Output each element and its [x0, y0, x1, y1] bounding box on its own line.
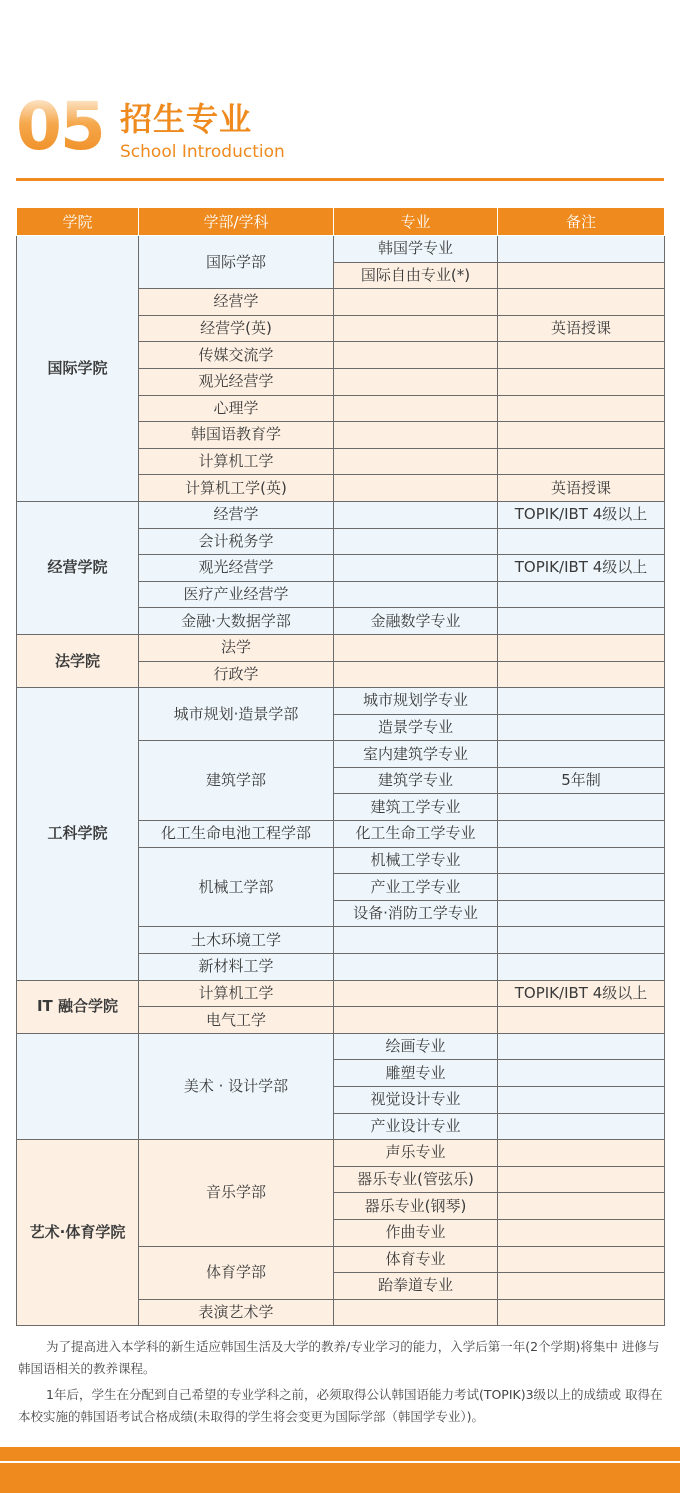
note-cell: [498, 395, 665, 422]
major-cell: 建筑工学专业: [334, 794, 498, 821]
note-cell: [498, 1033, 665, 1060]
dept-cell: 国际学部: [139, 236, 334, 289]
dept-cell: 音乐学部: [139, 1140, 334, 1246]
note-cell: [498, 1299, 665, 1326]
dept-cell: 电气工学: [139, 1007, 334, 1034]
note-cell: 英语授课: [498, 475, 665, 502]
major-cell: 设备·消防工学专业: [334, 900, 498, 927]
college-cell: [17, 1033, 139, 1139]
dept-cell: 体育学部: [139, 1246, 334, 1299]
note-cell: [498, 1246, 665, 1273]
major-cell: 化工生命工学专业: [334, 821, 498, 848]
college-cell: 国际学院: [17, 236, 139, 502]
section-subtitle: School Introduction: [120, 142, 285, 162]
footer-stripe: [0, 1463, 680, 1493]
major-cell: [334, 581, 498, 608]
note-cell: [498, 368, 665, 395]
college-cell: 艺术·体育学院: [17, 1140, 139, 1326]
note-cell: [498, 289, 665, 316]
table-row: [17, 688, 665, 715]
note-cell: [498, 1273, 665, 1300]
dept-cell: 美术 · 设计学部: [139, 1033, 334, 1139]
major-cell: 韩国学专业: [334, 236, 498, 263]
dept-cell: 新材料工学: [139, 954, 334, 981]
header-divider: [16, 178, 664, 181]
dept-cell: 金融·大数据学部: [139, 608, 334, 635]
header-college: 学院: [17, 208, 139, 236]
major-cell: [334, 634, 498, 661]
note-cell: [498, 1193, 665, 1220]
section-header: [16, 84, 656, 180]
major-cell: [334, 954, 498, 981]
note-cell: [498, 634, 665, 661]
note-cell: [498, 874, 665, 901]
major-cell: [334, 368, 498, 395]
major-cell: [334, 475, 498, 502]
major-cell: [334, 1299, 498, 1326]
header-note: 备注: [498, 208, 665, 236]
major-cell: 国际自由专业(*): [334, 262, 498, 289]
major-cell: 机械工学专业: [334, 847, 498, 874]
major-cell: [334, 555, 498, 582]
note-cell: [498, 581, 665, 608]
note-cell: [498, 422, 665, 449]
dept-cell: 计算机工学(英): [139, 475, 334, 502]
dept-cell: 经营学(英): [139, 315, 334, 342]
note-cell: [498, 954, 665, 981]
college-cell: IT 融合学院: [17, 980, 139, 1033]
note-cell: [498, 1219, 665, 1246]
dept-cell: 观光经营学: [139, 555, 334, 582]
dept-cell: 经营学: [139, 289, 334, 316]
header-department: 学部/学科: [139, 208, 334, 236]
note-cell: [498, 1060, 665, 1087]
dept-cell: 建筑学部: [139, 741, 334, 821]
major-cell: [334, 289, 498, 316]
dept-cell: 韩国语教育学: [139, 422, 334, 449]
major-cell: 作曲专业: [334, 1219, 498, 1246]
note-cell: TOPIK/IBT 4级以上: [498, 555, 665, 582]
major-cell: 器乐专业(钢琴): [334, 1193, 498, 1220]
table-row: [17, 1140, 665, 1167]
dept-cell: 土木环境工学: [139, 927, 334, 954]
section-title: 招生专业: [120, 100, 253, 138]
major-cell: [334, 661, 498, 688]
note-cell: [498, 262, 665, 289]
major-cell: 跆拳道专业: [334, 1273, 498, 1300]
major-cell: [334, 315, 498, 342]
note-cell: [498, 1113, 665, 1140]
major-cell: 绘画专业: [334, 1033, 498, 1060]
note-cell: [498, 342, 665, 369]
table-row: [17, 634, 665, 661]
table-row: [17, 1033, 665, 1060]
major-cell: 产业工学专业: [334, 874, 498, 901]
note-cell: TOPIK/IBT 4级以上: [498, 980, 665, 1007]
section-number: 05: [16, 88, 104, 165]
dept-cell: 行政学: [139, 661, 334, 688]
note-cell: [498, 1166, 665, 1193]
table-row: [17, 236, 665, 263]
header-major: 专业: [334, 208, 498, 236]
dept-cell: 城市规划·造景学部: [139, 688, 334, 741]
dept-cell: 会计税务学: [139, 528, 334, 555]
note-cell: [498, 661, 665, 688]
table-row: [17, 980, 665, 1007]
footnote-paragraph-1: 为了提高进入本学科的新生适应韩国生活及大学的教养/专业学习的能力，入学后第一年(2个学期)将集中 进修与韩国语相关的教养课程。: [18, 1339, 660, 1376]
college-cell: 法学院: [17, 634, 139, 687]
dept-cell: 观光经营学: [139, 368, 334, 395]
note-cell: [498, 448, 665, 475]
major-cell: [334, 422, 498, 449]
dept-cell: 计算机工学: [139, 448, 334, 475]
note-cell: [498, 741, 665, 768]
table-header-row: [17, 208, 665, 236]
major-cell: 城市规划学专业: [334, 688, 498, 715]
major-cell: 雕塑专业: [334, 1060, 498, 1087]
major-cell: [334, 448, 498, 475]
footnote-paragraph-2: 1年后，学生在分配到自己希望的专业学科之前，必须取得公认韩国语能力考试(TOPIK)3级以上的成绩或 取得在本校实施的韩国语考试合格成绩(未取得的学生将会变更为国际学部（韩国学专业）)。: [18, 1387, 663, 1424]
major-cell: 造景学专业: [334, 714, 498, 741]
major-cell: [334, 927, 498, 954]
major-cell: [334, 528, 498, 555]
college-cell: 经营学院: [17, 501, 139, 634]
dept-cell: 化工生命电池工程学部: [139, 821, 334, 848]
major-cell: 视觉设计专业: [334, 1087, 498, 1114]
major-cell: [334, 395, 498, 422]
dept-cell: 计算机工学: [139, 980, 334, 1007]
college-cell: 工科学院: [17, 688, 139, 981]
major-cell: 建筑学专业: [334, 767, 498, 794]
note-cell: [498, 714, 665, 741]
note-cell: [498, 528, 665, 555]
dept-cell: 心理学: [139, 395, 334, 422]
footer-stripe-thin: [0, 1447, 680, 1461]
note-cell: [498, 847, 665, 874]
note-cell: TOPIK/IBT 4级以上: [498, 501, 665, 528]
major-cell: [334, 501, 498, 528]
note-cell: [498, 1140, 665, 1167]
dept-cell: 传媒交流学: [139, 342, 334, 369]
major-cell: 声乐专业: [334, 1140, 498, 1167]
note-cell: [498, 608, 665, 635]
note-cell: [498, 1087, 665, 1114]
note-cell: [498, 927, 665, 954]
note-cell: [498, 794, 665, 821]
major-cell: 产业设计专业: [334, 1113, 498, 1140]
note-cell: [498, 821, 665, 848]
note-cell: [498, 688, 665, 715]
dept-cell: 法学: [139, 634, 334, 661]
note-cell: [498, 900, 665, 927]
note-cell: 英语授课: [498, 315, 665, 342]
note-cell: 5年制: [498, 767, 665, 794]
major-cell: 器乐专业(管弦乐): [334, 1166, 498, 1193]
note-cell: [498, 236, 665, 263]
dept-cell: 表演艺术学: [139, 1299, 334, 1326]
major-cell: 室内建筑学专业: [334, 741, 498, 768]
dept-cell: 机械工学部: [139, 847, 334, 927]
table-row: [17, 501, 665, 528]
majors-table: [16, 207, 665, 1326]
major-cell: 金融数学专业: [334, 608, 498, 635]
note-cell: [498, 1007, 665, 1034]
major-cell: [334, 342, 498, 369]
major-cell: 体育专业: [334, 1246, 498, 1273]
major-cell: [334, 980, 498, 1007]
dept-cell: 经营学: [139, 501, 334, 528]
major-cell: [334, 1007, 498, 1034]
dept-cell: 医疗产业经营学: [139, 581, 334, 608]
